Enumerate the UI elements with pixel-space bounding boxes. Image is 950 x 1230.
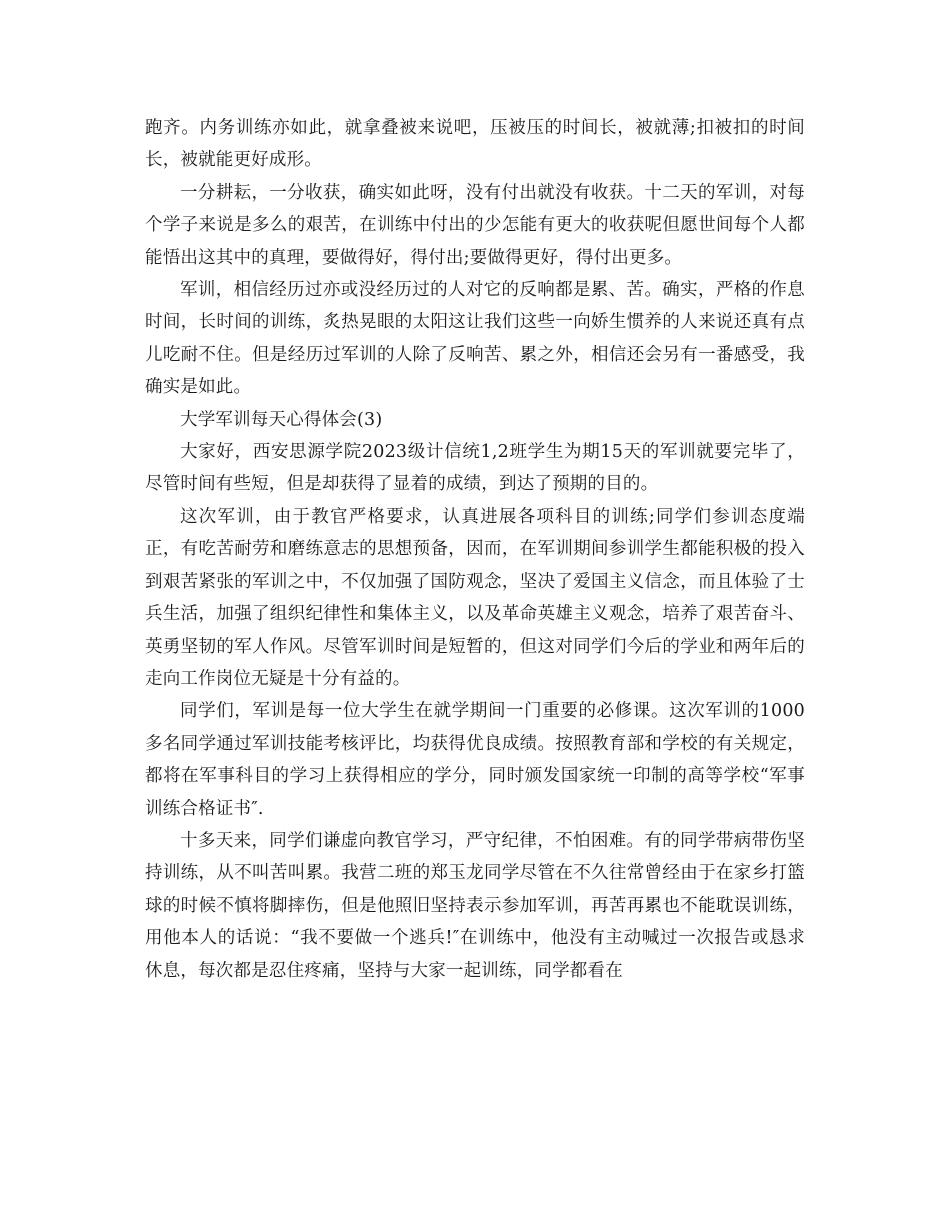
paragraph-greeting: 大家好，西安思源学院2023级计信统1,2班学生为期15天的军训就要完毕了，尽管时间有些短，但是却获得了显着的成绩，到达了预期的目的。 <box>145 442 805 495</box>
paragraph-continuation: 跑齐。内务训练亦如此，就拿叠被来说吧，压被压的时间长，被就薄;扣被扣的时间长，被就能更好成形。 <box>145 118 805 171</box>
paragraph-student-example: 十多天来，同学们谦虚向教官学习，严守纪律，不怕困难。有的同学带病带伤坚持训练，从不叫苦叫累。我营二班的郑玉龙同学尽管在不久往常曾经由于在家乡打篮球的时候不慎将脚摔伤，但是他照旧坚持表示参加军训，再苦再累也不能耽误训练，用他本人的话说：“我不要做一个逃兵!″在训练中，他没有主动喊过一次报告或恳求休息，每次都是忍住疼痛，坚持与大家一起训练，同学都看在 <box>145 830 805 981</box>
paragraph-hard-work: 一分耕耘，一分收获，确实如此呀，没有付出就没有收获。十二天的军训，对每个学子来说是多么的艰苦，在训练中付出的少怎能有更大的收获呢但愿世间每个人都能悟出这其中的真理，要做得好，得付出;要做得更好，得付出更多。 <box>145 182 805 268</box>
paragraph-training-summary: 这次军训，由于教官严格要求，认真进展各项科目的训练;同学们参训态度端正，有吃苦耐劳和磨练意志的思想预备，因而，在军训期间参训学生都能积极的投入到艰苦紧张的军训之中，不仅加强了国防观念，坚决了爱国主义信念，而且体验了士兵生活，加强了组织纪律性和集体主义，以及革命英雄主义观念，培养了艰苦奋斗、英勇坚韧的军人作风。尽管军训时间是短暂的，但这对同学们今后的学业和两年后的走向工作岗位无疑是十分有益的。 <box>145 506 805 689</box>
document-body <box>145 112 805 987</box>
paragraph-required-course: 同学们，军训是每一位大学生在就学期间一门重要的必修课。这次军训的1000多名同学通过军训技能考核评比，均获得优良成绩。按照教育部和学校的有关规定，都将在军事科目的学习上获得相应的学分，同时颁发国家统一印制的高等学校“军事训练合格证书″. <box>145 701 805 819</box>
paragraph-military-training-feelings: 军训，相信经历过亦或没经历过的人对它的反响都是累、苦。确实，严格的作息时间，长时间的训练，炙热晃眼的太阳这让我们这些一向娇生惯养的人来说还真有点儿吃耐不住。但是经历过军训的人除了反响苦、累之外，相信还会另有一番感受，我确实是如此。 <box>145 280 805 398</box>
section-heading: 大学军训每天心得体会(3) <box>180 409 383 430</box>
